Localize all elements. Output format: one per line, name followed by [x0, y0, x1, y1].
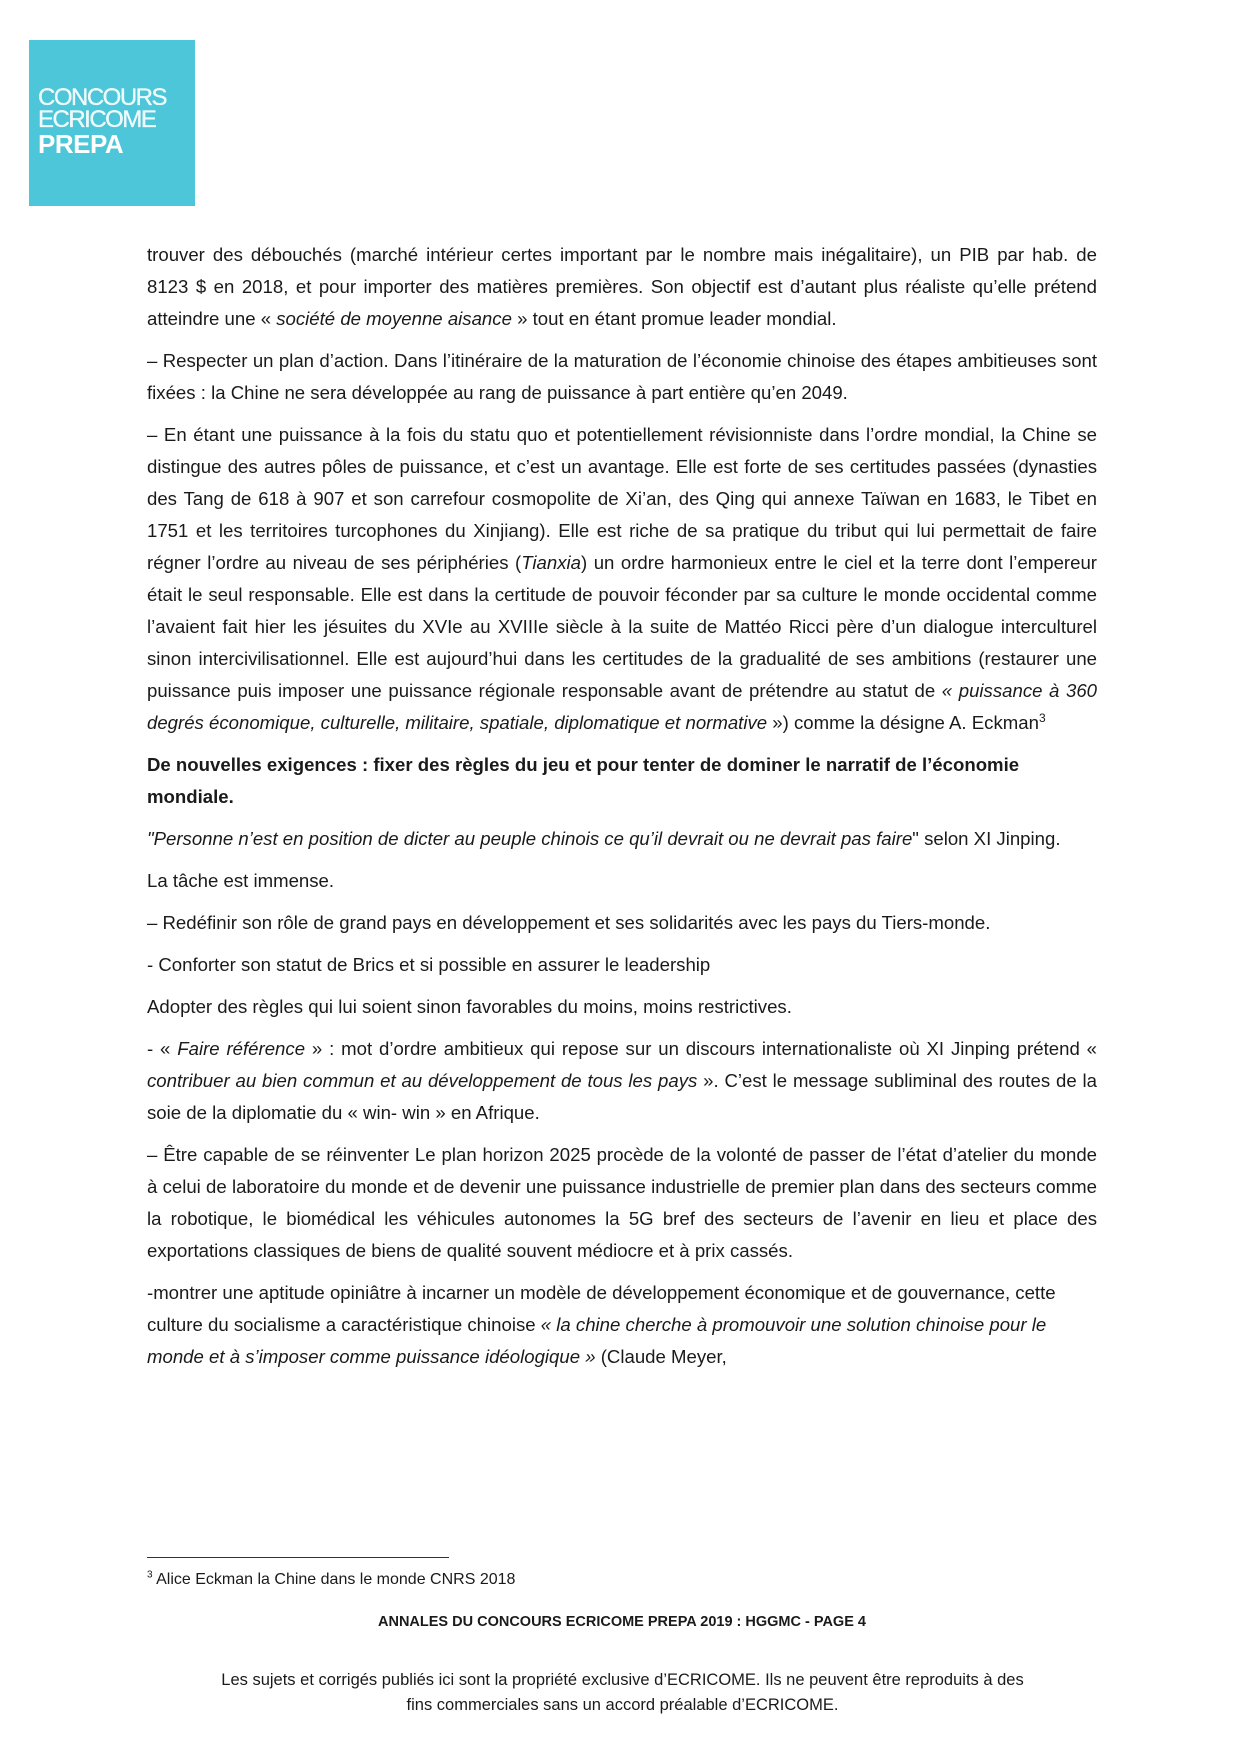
paragraph-tache: La tâche est immense.: [147, 870, 335, 891]
paragraph-plan-action: – Respecter un plan d’action. Dans l’itinéraire de la maturation de l’économie chinoise des étapes ambitieuses sont fixées : la Chine ne sera développée au rang de puissance à part entière qu’en 2049.: [147, 350, 1097, 403]
ecricome-logo: [29, 40, 195, 206]
document-body: [147, 239, 1097, 1383]
logo-line-ecricome: ECRICOME: [38, 106, 156, 133]
paragraph-statu-quo: – En étant une puissance à la fois du statu quo et potentiellement révisionniste dans l’ordre mondial, la Chine se distingue des autres pôles de puissance, et c’est un avantage. Elle est forte de ses certitudes passées (dynasties des Tang de 618 à 907 et son carrefour cosmopolite de Xi’an, des Qing qui annexe Taïwan en 1683, le Tibet en 1751 et les territoires turcophones du Xinjiang). Elle est riche de sa pratique du tribut qui lui permettait de faire régner l’ordre au niveau de ses périphéries (Tianxia) un ordre harmonieux entre le ciel et la terre dont l’empereur était le seul responsable. Elle est dans la certitude de pouvoir féconder par sa culture le monde occidental comme l’avaient fait hier les jésuites du XVIe au XVIIIe siècle à la suite de Mattéo Ricci père d’un dialogue interculturel sinon intercivilisationnel. Elle est aujourd’hui dans les certitudes de la gradualité de ses ambitions (restaurer une puissance puis imposer une puissance régionale responsable avant de prétendre au statut de « puissance à 360 degrés économique, culturelle, militaire, spatiale, diplomatique et normative ») comme la désigne A. Eckman$^3$: [147, 424, 1097, 733]
paragraph-quote-xi: "Personne n’est en position de dicter au peuple chinois ce qu’il devrait ou ne devrait pas faire" selon XI Jinping.: [147, 828, 1061, 849]
logo-line-prepa: PREPA: [38, 129, 124, 159]
footnote-ref: 3: [1038, 710, 1046, 725]
paragraph-redefinir: – Redéfinir son rôle de grand pays en développement et ses solidarités avec les pays du Tiers-monde.: [147, 912, 991, 933]
logo-line-concours: CONCOURS: [38, 84, 167, 111]
footnote-separator: [147, 1557, 449, 1558]
paragraph-modele: -montrer une aptitude opiniâtre à incarner un modèle de développement économique et de gouvernance, cette culture du socialisme a caractéristique chinoise « la chine cherche à promouvoir une solution chinoise pour le monde et à s’imposer comme puissance idéologique » (Claude Meyer,: [147, 1282, 1056, 1367]
paragraph-debouches: trouver des débouchés (marché intérieur certes important par le nombre mais inégalitaire), un PIB par hab. de 8123 $ en 2018, et pour importer des matières premières. Son objectif est d’autant plus réaliste qu’elle prétend atteindre une « société de moyenne aisance » tout en étant promue leader mondial.: [147, 244, 1097, 329]
paragraph-regles: Adopter des règles qui lui soient sinon favorables du moins, moins restrictives.: [147, 996, 792, 1017]
footnote: [147, 1569, 515, 1591]
section-heading: De nouvelles exigences : fixer des règles du jeu et pour tenter de dominer le narratif de l’économie mondiale.: [147, 754, 1020, 807]
footnote-text: Alice Eckman la Chine dans le monde CNRS 2018: [152, 1571, 516, 1588]
copyright-disclaimer: [170, 1668, 1075, 1718]
footnote-number: 3: [147, 1569, 153, 1581]
disclaimer-line-2: fins commerciales sans un accord préalable d’ECRICOME.: [406, 1696, 839, 1714]
paragraph-faire-reference: - « Faire référence » : mot d’ordre ambitieux qui repose sur un discours internationaliste où XI Jinping prétend « contribuer au bien commun et au développement de tous les pays ». C’est le message subliminal des routes de la soie de la diplomatie du « win- win » en Afrique.: [147, 1038, 1098, 1123]
disclaimer-line-1: Les sujets et corrigés publiés ici sont la propriété exclusive d’ECRICOME. Ils ne peuvent être reproduits à des: [221, 1671, 1024, 1689]
page-footer-title: ANNALES DU CONCOURS ECRICOME PREPA 2019 : HGGMC - PAGE 4: [378, 1614, 866, 1630]
paragraph-brics: - Conforter son statut de Brics et si possible en assurer le leadership: [147, 954, 711, 975]
paragraph-reinventer: – Être capable de se réinventer Le plan horizon 2025 procède de la volonté de passer de l’état d’atelier du monde à celui de laboratoire du monde et de devenir une puissance industrielle de premier plan dans des secteurs comme la robotique, le biomédical les véhicules autonomes la 5G bref des secteurs de l’avenir en lieu et place des exportations classiques de biens de qualité souvent médiocre et à prix cassés.: [147, 1144, 1097, 1261]
